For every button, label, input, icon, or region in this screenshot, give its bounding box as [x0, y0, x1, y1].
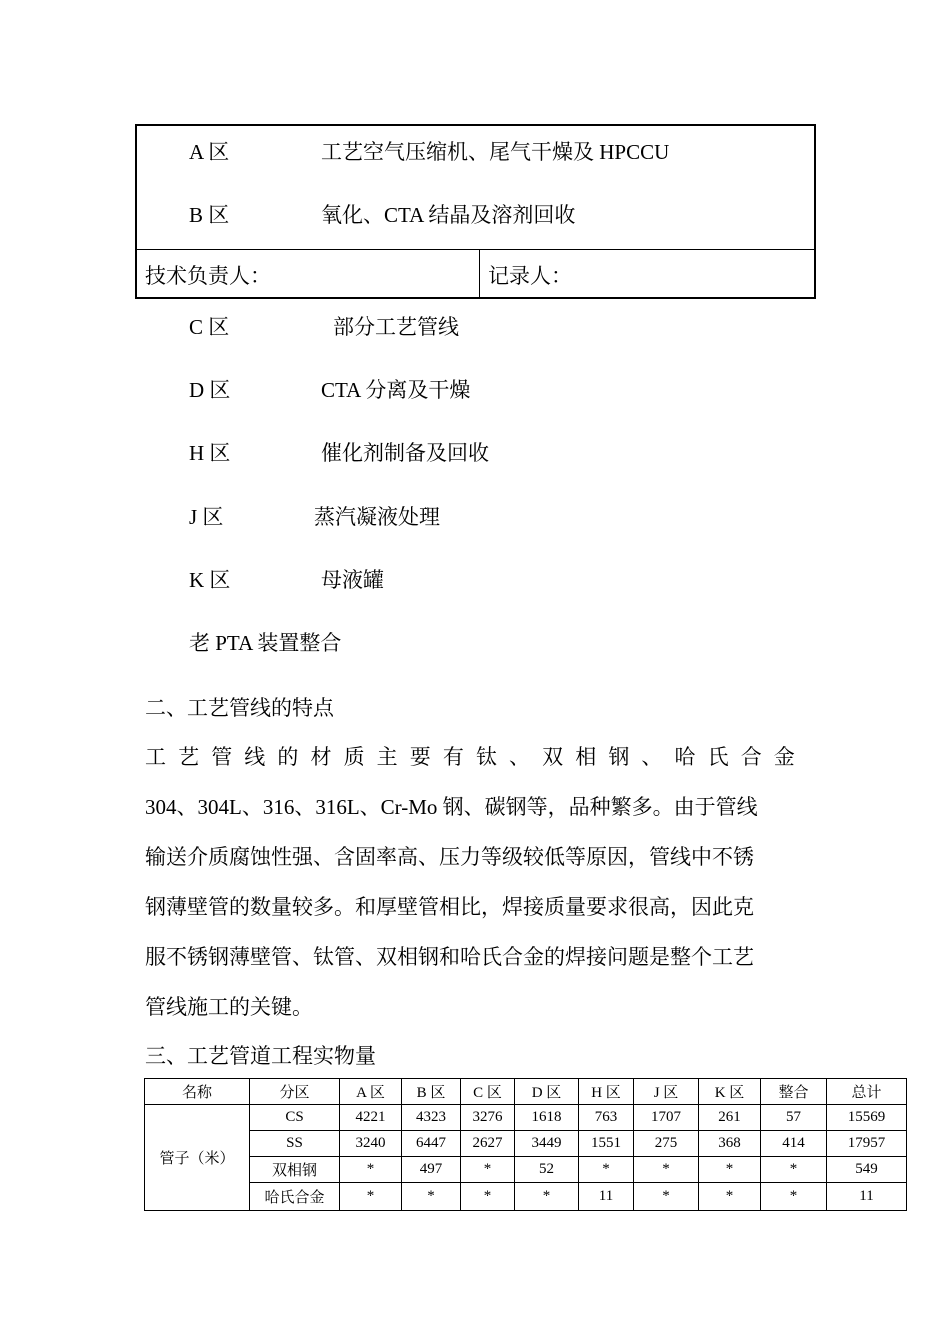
paragraph-char: 钛 — [475, 745, 497, 769]
section2-line-3: 输送介质腐蚀性强、含固率高、压力等级较低等原因，管线中不锈 — [145, 845, 754, 869]
header-cell: K 区 — [699, 1079, 761, 1105]
section2-line-1 — [145, 743, 795, 771]
type-cell: 哈氏合金 — [250, 1183, 340, 1211]
quantity-table — [144, 1078, 907, 1211]
zone-d-desc: CTA 分离及干燥 — [321, 378, 471, 402]
recorder-label: 记录人： — [488, 264, 572, 288]
table-row — [145, 1105, 907, 1131]
type-cell: CS — [250, 1105, 340, 1131]
header-cell: C 区 — [461, 1079, 515, 1105]
zone-a-desc: 工艺空气压缩机、尾气干燥及 HPCCU — [321, 140, 670, 164]
box-divider-vertical — [479, 249, 480, 297]
total-cell: 549 — [827, 1157, 907, 1183]
paragraph-char: 的 — [277, 745, 299, 769]
value-cell: 368 — [699, 1131, 761, 1157]
paragraph-char: 工 — [145, 745, 166, 769]
value-cell: * — [761, 1157, 827, 1183]
value-cell: 11 — [579, 1183, 634, 1211]
zone-b-desc: 氧化、CTA 结晶及溶剂回收 — [321, 203, 576, 227]
type-cell: 双相钢 — [250, 1157, 340, 1183]
value-cell: * — [402, 1183, 461, 1211]
value-cell: * — [461, 1157, 515, 1183]
value-cell: * — [461, 1183, 515, 1211]
value-cell: 3240 — [340, 1131, 402, 1157]
paragraph-char: 合 — [740, 745, 762, 769]
section2-line-5: 服不锈钢薄壁管、钛管、双相钢和哈氏合金的焊接问题是整个工艺 — [145, 945, 754, 969]
old-pta-integration: 老 PTA 装置整合 — [189, 631, 342, 655]
zone-b-label: B 区 — [189, 203, 230, 227]
total-cell: 15569 — [827, 1105, 907, 1131]
table-row — [145, 1157, 907, 1183]
header-cell: 名称 — [145, 1079, 250, 1105]
header-cell: B 区 — [402, 1079, 461, 1105]
value-cell: 414 — [761, 1131, 827, 1157]
value-cell: 275 — [634, 1131, 699, 1157]
zone-a-label: A 区 — [189, 140, 230, 164]
paragraph-char: 材 — [310, 745, 332, 769]
section2-heading: 二、工艺管线的特点 — [145, 696, 334, 720]
value-cell: 6447 — [402, 1131, 461, 1157]
value-cell: * — [699, 1183, 761, 1211]
header-cell: 整合 — [761, 1079, 827, 1105]
value-cell: 2627 — [461, 1131, 515, 1157]
paragraph-char: 质 — [343, 745, 365, 769]
value-cell: 763 — [579, 1105, 634, 1131]
value-cell: * — [340, 1157, 402, 1183]
table-row — [145, 1183, 907, 1211]
paragraph-char: 有 — [442, 745, 464, 769]
paragraph-char: 哈 — [674, 745, 696, 769]
value-cell: 1707 — [634, 1105, 699, 1131]
paragraph-char: 要 — [409, 745, 431, 769]
total-cell: 11 — [827, 1183, 907, 1211]
value-cell: * — [634, 1157, 699, 1183]
tech-lead-label: 技术负责人： — [145, 264, 271, 288]
paragraph-char: 金 — [773, 745, 795, 769]
value-cell: 1551 — [579, 1131, 634, 1157]
zone-d-label: D 区 — [189, 378, 231, 402]
table-row — [145, 1131, 907, 1157]
value-cell: 1618 — [515, 1105, 579, 1131]
value-cell: * — [699, 1157, 761, 1183]
section2-line-4: 钢薄壁管的数量较多。和厚壁管相比，焊接质量要求很高，因此克 — [145, 895, 754, 919]
box-divider-horizontal — [137, 249, 814, 250]
zone-c-label: C 区 — [189, 315, 230, 339]
paragraph-char: 钢 — [608, 745, 630, 769]
paragraph-char: 氏 — [707, 745, 729, 769]
paragraph-char: 双 — [542, 745, 564, 769]
zone-j-desc: 蒸汽凝液处理 — [314, 505, 440, 529]
value-cell: 4221 — [340, 1105, 402, 1131]
value-cell: * — [761, 1183, 827, 1211]
zone-j-label: J 区 — [189, 505, 224, 529]
value-cell: * — [634, 1183, 699, 1211]
paragraph-char: 线 — [244, 745, 266, 769]
zone-k-desc: 母液罐 — [321, 568, 384, 592]
value-cell: * — [515, 1183, 579, 1211]
section2-line-2: 304、304L、316、316L、Cr-Mo 钢、碳钢等，品种繁多。由于管线 — [145, 795, 758, 819]
paragraph-char: 主 — [376, 745, 398, 769]
header-cell: 总计 — [827, 1079, 907, 1105]
value-cell: 3276 — [461, 1105, 515, 1131]
value-cell: 3449 — [515, 1131, 579, 1157]
paragraph-char: 管 — [211, 745, 233, 769]
zone-h-label: H 区 — [189, 441, 231, 465]
zone-c-desc: 部分工艺管线 — [333, 315, 459, 339]
table-header-row — [145, 1079, 907, 1105]
paragraph-char: 艺 — [178, 745, 200, 769]
paragraph-char: 、 — [641, 745, 663, 769]
paragraph-char: 相 — [575, 745, 597, 769]
header-cell: A 区 — [340, 1079, 402, 1105]
value-cell: * — [579, 1157, 634, 1183]
value-cell: * — [340, 1183, 402, 1211]
value-cell: 4323 — [402, 1105, 461, 1131]
section2-line-6: 管线施工的关键。 — [145, 995, 313, 1019]
header-cell: D 区 — [515, 1079, 579, 1105]
value-cell: 261 — [699, 1105, 761, 1131]
type-cell: SS — [250, 1131, 340, 1157]
group-label-cell: 管子（米） — [145, 1105, 250, 1211]
section3-heading: 三、工艺管道工程实物量 — [145, 1044, 376, 1068]
value-cell: 497 — [402, 1157, 461, 1183]
paragraph-char: 、 — [509, 745, 531, 769]
zone-h-desc: 催化剂制备及回收 — [321, 441, 489, 465]
header-cell: J 区 — [634, 1079, 699, 1105]
header-cell: 分区 — [250, 1079, 340, 1105]
value-cell: 52 — [515, 1157, 579, 1183]
zone-k-label: K 区 — [189, 568, 231, 592]
value-cell: 57 — [761, 1105, 827, 1131]
header-cell: H 区 — [579, 1079, 634, 1105]
total-cell: 17957 — [827, 1131, 907, 1157]
